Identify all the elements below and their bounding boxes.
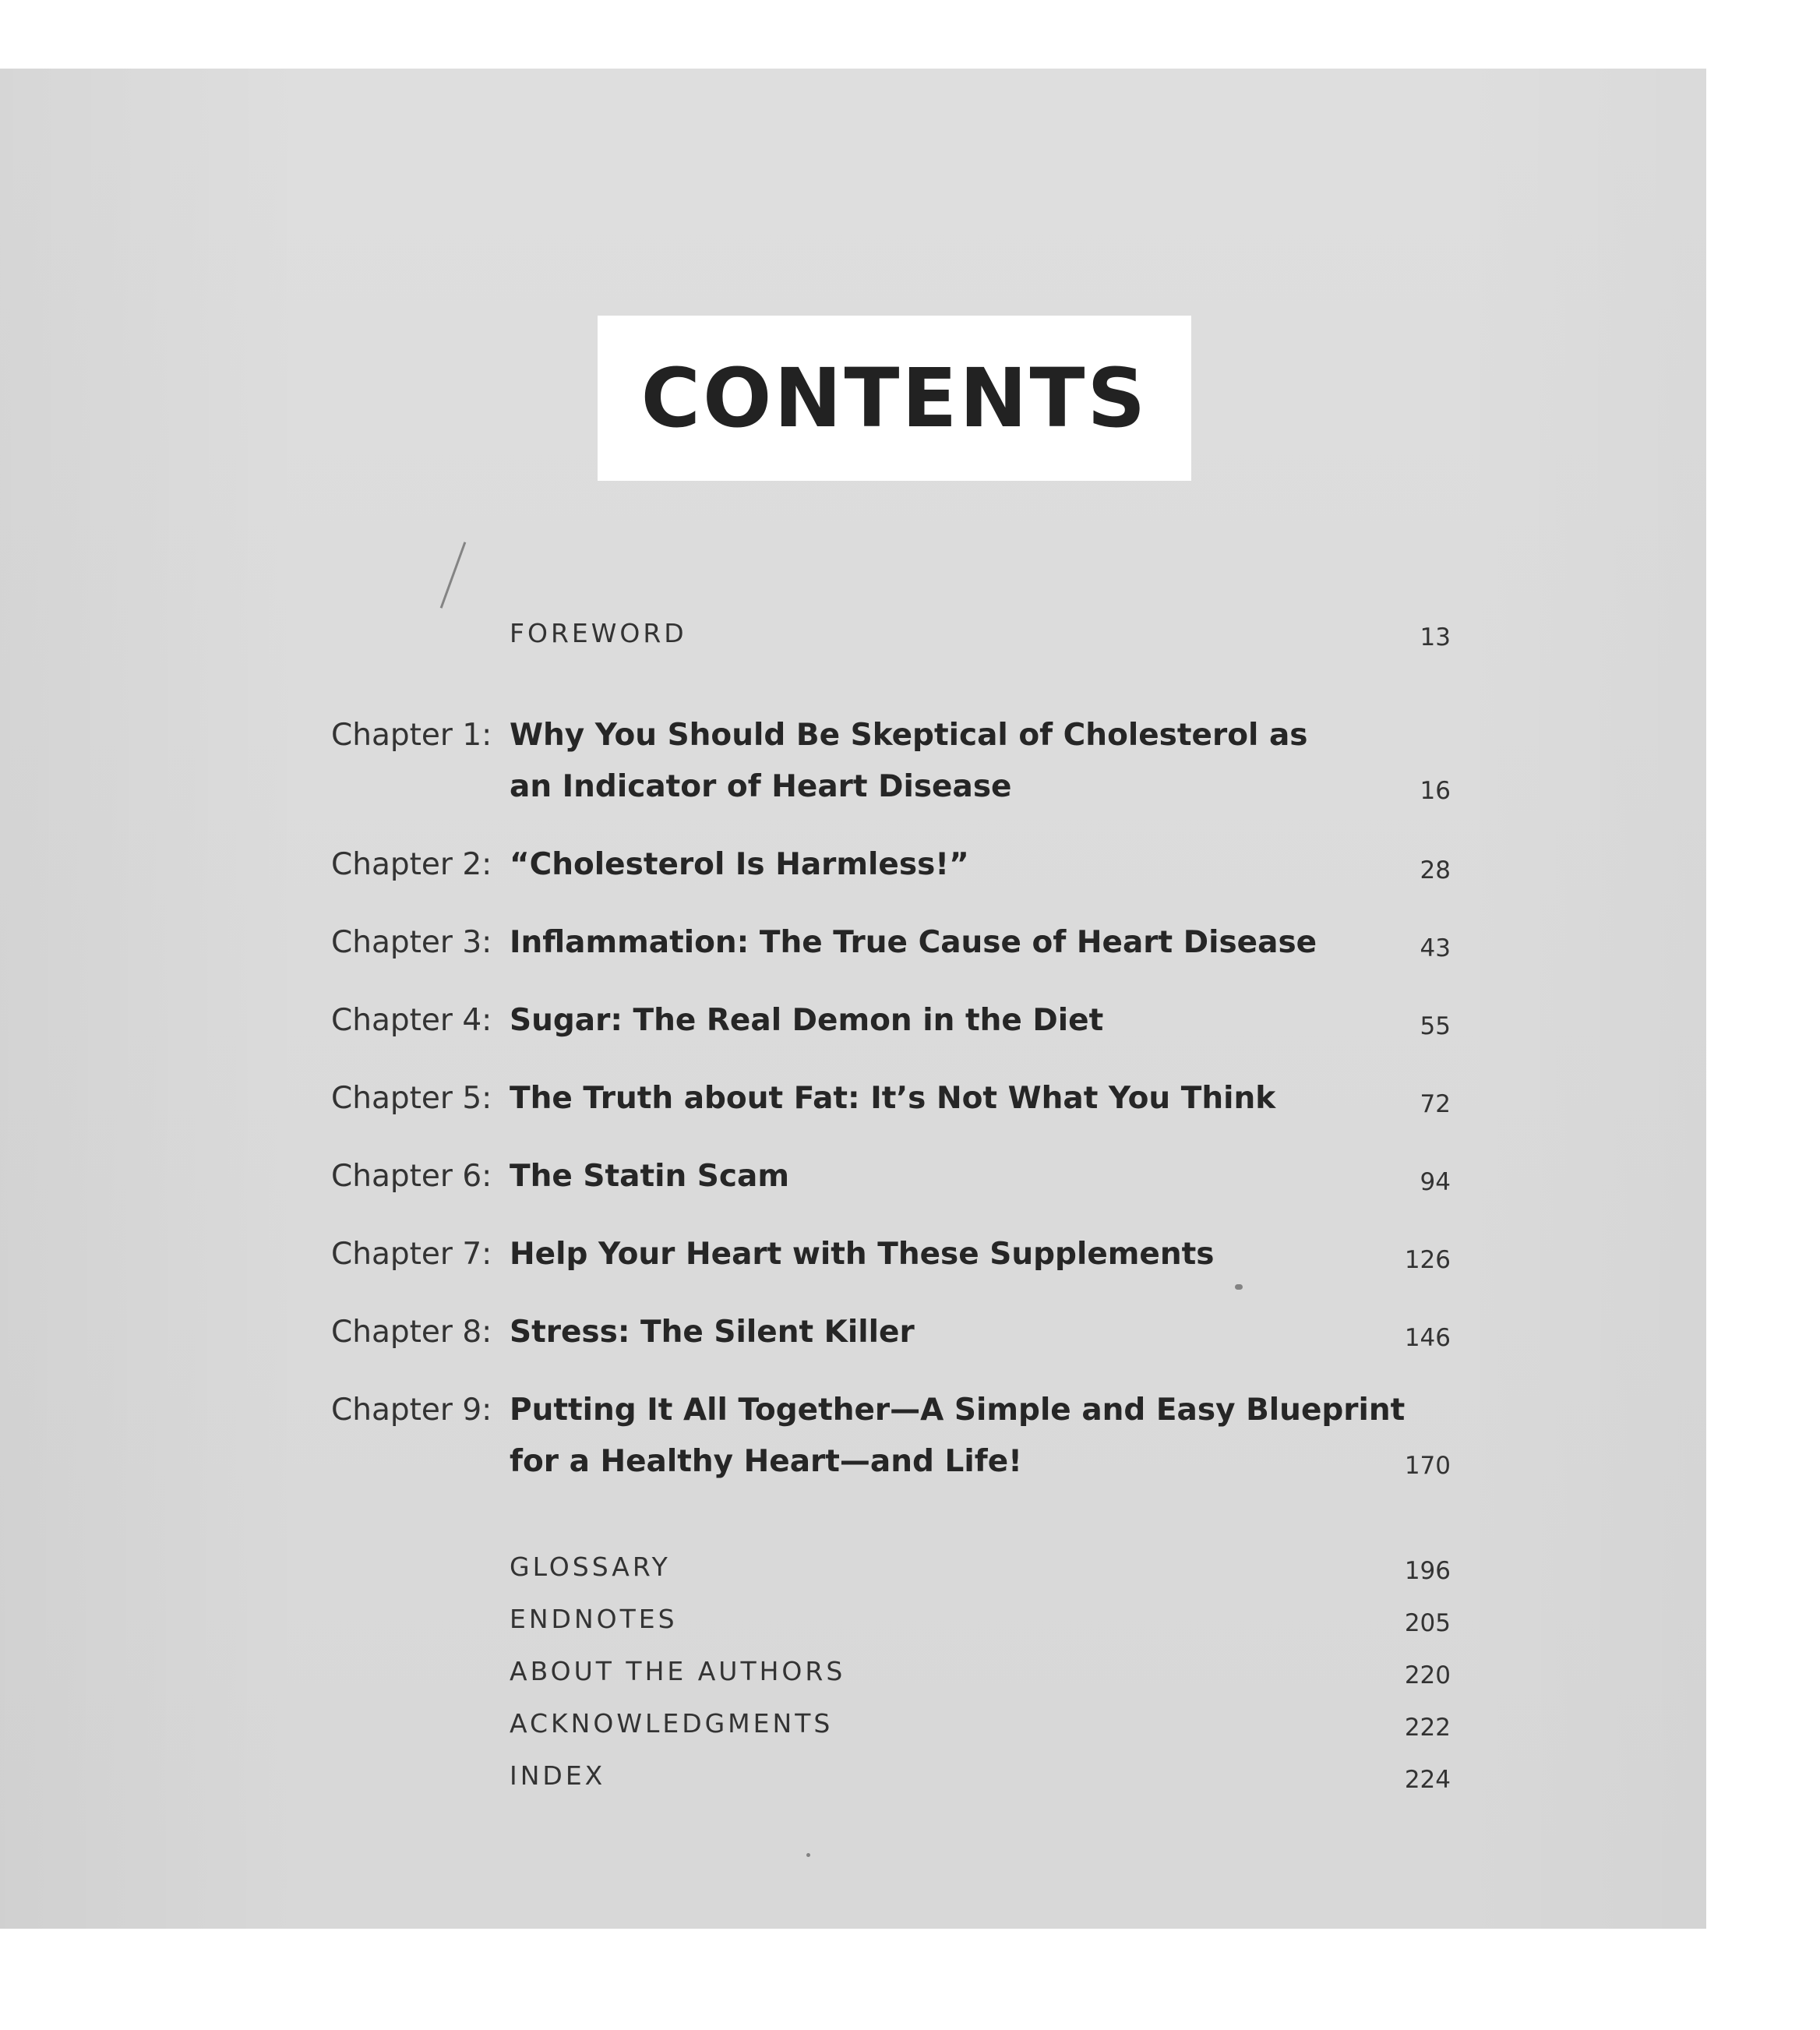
chapter-number-label: Chapter 8: <box>331 1315 492 1350</box>
chapter-title-line-2: an Indicator of Heart Disease <box>510 769 1012 804</box>
chapter-title-line-1: Stress: The Silent Killer <box>510 1315 915 1350</box>
toc-page-number: 224 <box>1404 1766 1451 1794</box>
toc-page-number: 55 <box>1420 1012 1451 1040</box>
toc-entry-endnotes[interactable] <box>0 1594 1706 1645</box>
chapter-title-line-1: The Truth about Fat: It’s Not What You Think <box>510 1081 1276 1116</box>
toc-entry-foreword[interactable] <box>0 608 1706 659</box>
chapter-number-label: Chapter 6: <box>331 1159 492 1194</box>
chapter-number-label: Chapter 5: <box>331 1081 492 1116</box>
chapter-title-line-1: Inflammation: The True Cause of Heart Disease <box>510 925 1317 960</box>
page-title: CONTENTS <box>640 351 1148 446</box>
chapter-number-label: Chapter 1: <box>331 718 492 753</box>
chapter-title-line-1: Sugar: The Real Demon in the Diet <box>510 1003 1104 1038</box>
toc-page-number: 170 <box>1404 1452 1451 1480</box>
toc-page-number: 72 <box>1420 1090 1451 1118</box>
toc-entry-label: ACKNOWLEDGMENTS <box>510 1708 834 1739</box>
toc-chapter-3[interactable] <box>0 917 1706 969</box>
toc-entry-label: GLOSSARY <box>510 1552 671 1582</box>
chapter-number-label: Chapter 7: <box>331 1237 492 1272</box>
toc-page-number: 126 <box>1404 1246 1451 1274</box>
toc-page-number: 13 <box>1420 623 1451 651</box>
toc-page-number: 222 <box>1404 1714 1451 1742</box>
scanned-page <box>0 69 1706 1929</box>
chapter-title-line-1: Why You Should Be Skeptical of Cholesterol as <box>510 718 1308 753</box>
toc-entry-label: FOREWORD <box>510 618 687 648</box>
chapter-number-label: Chapter 2: <box>331 847 492 882</box>
toc-entry-index[interactable] <box>0 1750 1706 1802</box>
toc-chapter-9[interactable] <box>0 1385 1706 1488</box>
toc-page-number: 28 <box>1420 856 1451 884</box>
toc-chapter-4[interactable] <box>0 995 1706 1047</box>
toc-chapter-1[interactable] <box>0 710 1706 813</box>
toc-chapter-7[interactable] <box>0 1229 1706 1280</box>
toc-entry-label: ENDNOTES <box>510 1604 678 1634</box>
chapter-title-line-1: Putting It All Together—A Simple and Easy Blueprint <box>510 1393 1406 1428</box>
toc-entry-about-the-authors[interactable] <box>0 1646 1706 1697</box>
toc-chapter-2[interactable] <box>0 839 1706 891</box>
toc-page-number: 220 <box>1404 1661 1451 1689</box>
toc-entry-label: INDEX <box>510 1760 606 1791</box>
chapter-title-line-1: “Cholesterol Is Harmless!” <box>510 847 969 882</box>
toc-page-number: 205 <box>1404 1609 1451 1637</box>
chapter-number-label: Chapter 9: <box>331 1393 492 1428</box>
chapter-number-label: Chapter 3: <box>331 925 492 960</box>
chapter-title-line-1: The Statin Scam <box>510 1159 789 1194</box>
scan-mark <box>1235 1284 1243 1290</box>
toc-chapter-8[interactable] <box>0 1307 1706 1358</box>
toc-page-number: 94 <box>1420 1168 1451 1196</box>
toc-entry-glossary[interactable] <box>0 1541 1706 1593</box>
chapter-title-line-2: for a Healthy Heart—and Life! <box>510 1444 1022 1479</box>
toc-page-number: 146 <box>1404 1324 1451 1352</box>
scan-mark <box>806 1853 810 1857</box>
toc-entry-acknowledgments[interactable] <box>0 1698 1706 1749</box>
toc-chapter-6[interactable] <box>0 1151 1706 1202</box>
toc-page-number: 16 <box>1420 777 1451 805</box>
chapter-title-line-1: Help Your Heart with These Supplements <box>510 1237 1215 1272</box>
scan-mark <box>440 542 467 609</box>
toc-page-number: 196 <box>1404 1557 1451 1585</box>
toc-entry-label: ABOUT THE AUTHORS <box>510 1656 846 1686</box>
toc-chapter-5[interactable] <box>0 1073 1706 1124</box>
toc-page-number: 43 <box>1420 934 1451 962</box>
chapter-number-label: Chapter 4: <box>331 1003 492 1038</box>
contents-title-box <box>598 316 1191 481</box>
